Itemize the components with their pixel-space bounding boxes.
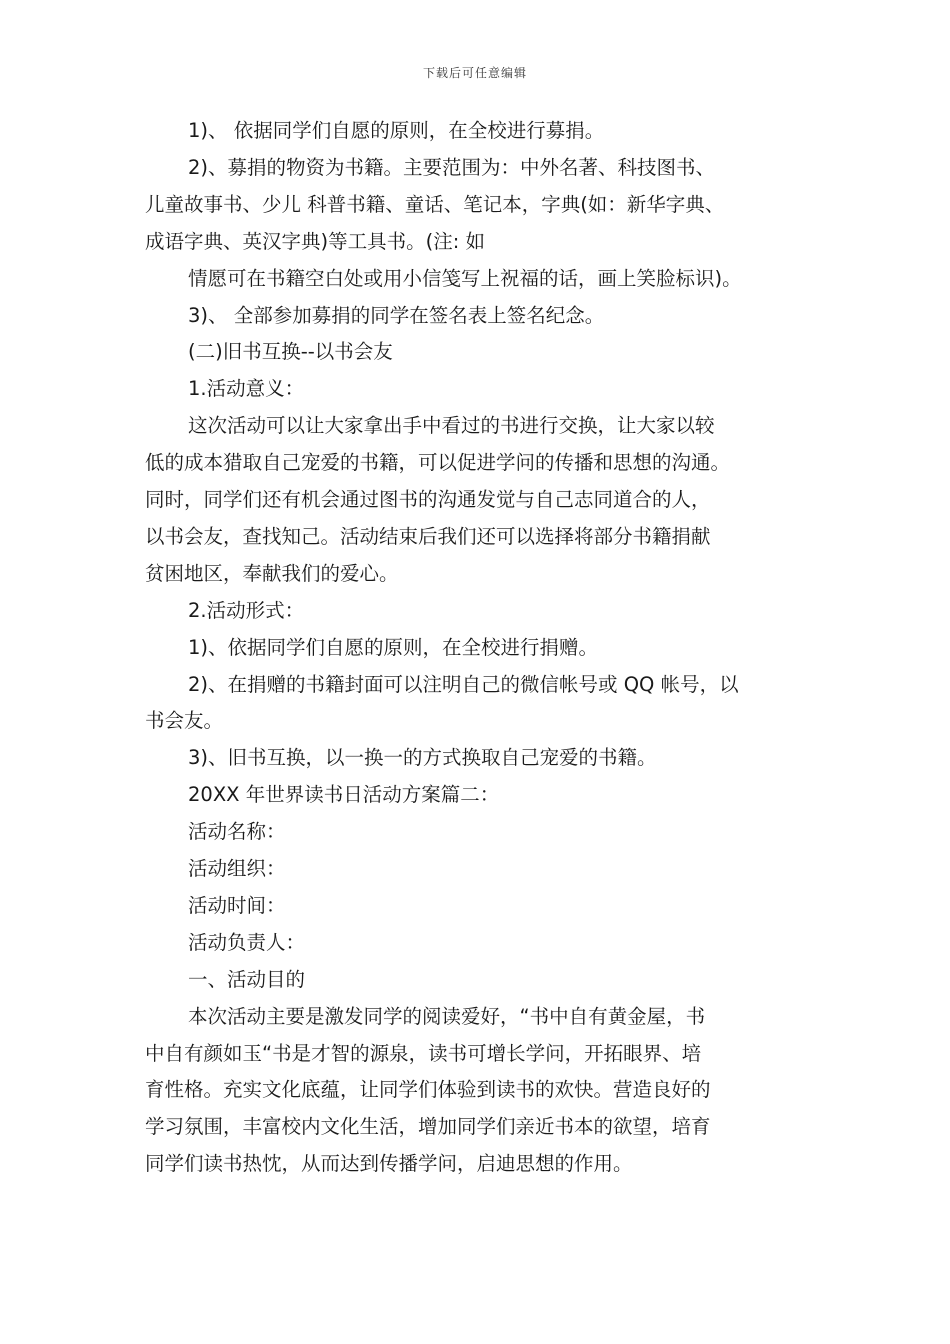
text-line: 中自有颜如玉“书是才智的源泉，读书可增长学问，开拓眼界、培 [145,1041,702,1065]
text-line: 同时，同学们还有机会通过图书的沟通发觉与自己志同道合的人， [145,488,711,511]
text-line: 这次活动可以让大家拿出手中看过的书进行交换，让大家以较 [188,414,715,438]
page-header: 下载后可任意编辑 [422,66,527,80]
text-line: 1)、依据同学们自愿的原则，在全校进行捐赠。 [188,635,599,659]
text-line: 儿童故事书、少儿 科普书籍、童话、笔记本，字典(如：新华字典、 [145,192,725,216]
text-line: 活动名称： [188,820,286,844]
text-line: 贫困地区，奉献我们的爱心。 [145,561,399,585]
text-line: (二)旧书互换--以书会友 [188,340,393,364]
text-line: 活动组织： [188,857,286,880]
text-line: 同学们读书热忱，从而达到传播学问，启迪思想的作用。 [145,1152,633,1176]
text-line: 1.活动意义： [188,377,305,401]
text-line: 学习氛围，丰富校内文化生活，增加同学们亲近书本的欲望，培育 [145,1115,711,1139]
text-line: 活动负责人： [188,930,306,954]
text-line: 20XX 年世界读书日活动方案篇二： [188,783,500,807]
text-line: 情愿可在书籍空白处或用小信笺写上祝福的话，画上笑脸标识)。 [188,266,742,290]
text-line: 育性格。充实文化底蕴，让同学们体验到读书的欢快。营造良好的 [145,1078,711,1102]
text-line: 书会友。 [145,709,224,733]
text-line: 成语字典、英汉字典)等工具书。(注: 如 [145,229,485,253]
text-line: 本次活动主要是激发同学的阅读爱好，“书中自有黄金屋，书 [188,1004,706,1028]
text-line: 3)、旧书互换，以一换一的方式换取自己宠爱的书籍。 [188,746,657,770]
text-line: 2.活动形式： [188,598,305,622]
text-line: 1)、 依据同学们自愿的原则，在全校进行募捐。 [188,119,605,142]
text-line: 一、活动目的 [188,967,306,991]
text-line: 活动时间： [188,893,286,917]
text-line: 以书会友，查找知己。活动结束后我们还可以选择将部分书籍捐献 [145,524,711,548]
text-line: 2)、募捐的物资为书籍。主要范围为：中外名著、科技图书、 [188,155,716,179]
text-line: 低的成本猎取自己宠爱的书籍，可以促进学问的传播和思想的沟通。 [145,451,731,475]
text-line: 2)、在捐赠的书籍封面可以注明自己的微信帐号或 QQ 帐号，以 [188,672,739,696]
text-line: 3)、 全部参加募捐的同学在签名表上签名纪念。 [188,303,605,327]
